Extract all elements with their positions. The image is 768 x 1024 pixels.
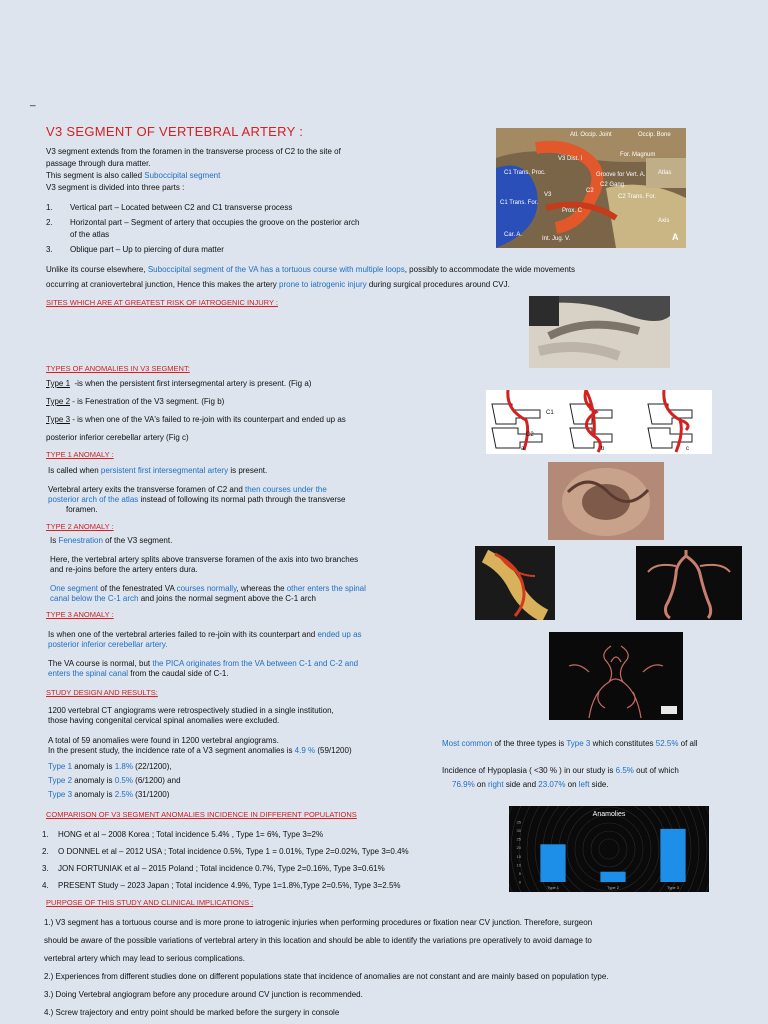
x-tick-label: Type 3 <box>666 885 680 890</box>
poster-title: V3 SEGMENT OF VERTEBRAL ARTERY : <box>46 124 304 139</box>
anatomy-label: V3 Dist. I <box>558 156 583 162</box>
fig-label-b: b <box>601 446 605 452</box>
chart-bar <box>540 844 565 882</box>
sites-heading: SITES WHICH ARE AT GREATEST RISK OF IATROGENIC INJURY : <box>46 298 278 307</box>
intro-line: V3 segment extends from the foramen in the transverse process of C2 to the site of <box>46 147 341 156</box>
y-tick-label: 20 <box>516 845 521 851</box>
y-tick-label: 0 <box>518 879 521 885</box>
comparison-item: 3. JON FORTUNIAK et al – 2015 Poland ; Total incidence 0.7%, Type 2=0.16%, Type 3=0.61% <box>42 864 385 873</box>
comparison-list <box>42 826 502 894</box>
y-tick-label: 15 <box>516 853 521 859</box>
type3-heading: TYPE 3 ANOMALY : <box>46 610 114 619</box>
type1-heading: TYPE 1 ANOMALY : <box>46 450 114 459</box>
study-heading: STUDY DESIGN AND RESULTS: <box>46 688 158 697</box>
type2-section: Is Fenestration of the V3 segment. Here, the vertebral artery splits above transverse foramen of the axis into two branches and re-joins before the artery enters dura. One segment of the fenestrated VA courses normally, whereas the other enters the spinal canal below the C-1 arch and joins the normal segment above the C-1 arch <box>50 536 366 603</box>
hypoplasia-note: Incidence of Hypoplasia ( <30 % ) in our study is 6.5% out of which 76.9% on right side and 23.07% on left side. <box>442 766 679 789</box>
type1-angiogram-image <box>548 462 664 540</box>
type2-angiogram-image <box>636 546 742 620</box>
anatomy-label: Groove for Vert. A. <box>596 172 646 178</box>
comparison-item: 2. O DONNEL et al – 2012 USA ; Total incidence 0.5%, Type 1 = 0.01%, Type 2=0.02%, Type 3=0.4% <box>42 847 409 856</box>
comparison-item: 4. PRESENT Study – 2023 Japan ; Total incidence 4.9%, Type 1=1.8%,Type 2=0.5%, Type 3=2.5% <box>42 881 401 890</box>
type3-section: Is when one of the vertebral arteries failed to re-join with its counterpart and ended up as posterior inferior cerebellar artery. The VA course is normal, but the PICA originates from the VA between C-1 and C-2 and enters the spinal canal from the caudal side of C-1. <box>48 630 362 678</box>
course-paragraph: Unlike its course elsewhere, Suboccipital segment of the VA has a tortuous course with multiple loops, possibly to accommodate the wide movements occurring at craniovertebral junction, Hence this makes the artery prone to iatrogenic injury during surgical procedures around CVJ. <box>46 265 576 289</box>
anatomy-label: C1 Trans. For. <box>500 200 539 206</box>
types-heading: TYPES OF ANOMALIES IN V3 SEGMENT: <box>46 364 190 373</box>
comparison-item: 1. HONG et al – 2008 Korea ; Total incidence 5.4% , Type 1= 6%, Type 3=2% <box>42 830 324 839</box>
anatomy-label: C2 Gang. <box>600 182 626 188</box>
intro-line: passage through dura matter. <box>46 159 151 168</box>
type2-heading: TYPE 2 ANOMALY : <box>46 522 114 531</box>
intro-line: V3 segment is divided into three parts : <box>46 183 185 192</box>
type-rates: Type 1 anomaly is 1.8% (22/1200), Type 2 anomaly is 0.5% (6/1200) and Type 3 anomaly is 2.5% (31/1200) <box>48 762 181 799</box>
anatomy-label: Int. Jug. V. <box>542 236 571 242</box>
anatomy-label: Atl. Occip. Joint <box>570 132 612 138</box>
y-tick-label: 5 <box>518 870 521 876</box>
chart-svg <box>509 806 709 892</box>
intro-line: This segment is also called Suboccipital segment <box>46 171 221 180</box>
anomaly-types-figure <box>486 390 712 454</box>
part-item: 2. Horizontal part – Segment of artery that occupies the groove on the posterior arch <box>46 218 360 227</box>
x-tick-label: Type 2 <box>606 885 620 890</box>
purpose-section: 1.) V3 segment has a tortuous course and is more prone to iatrogenic injuries when performing procedures or fixation near CV junction. Therefore, surgeon should be aware of the possible variations of vertebral artery in this location and should be able to identify the variations pre operatively to avoid damage to vertebral artery which may lead to serious complications. 2.) Experiences from different studies done on different populations state that incidence of anomalies are not constant and are mainly based on population type. 3.) Doing Vertebral angiogram before any procedure around CV junction is recommended. 4.) Screw trajectory and entry point should be marked before the surgery in console <box>44 918 609 1017</box>
risk-sites-image <box>529 296 670 368</box>
fig-label-c1: C1 <box>546 410 554 416</box>
anomalies-bar-chart <box>509 806 709 892</box>
y-tick-label: 10 <box>516 862 521 868</box>
anatomy-label: V3 <box>544 192 552 198</box>
anatomy-dissection-image <box>496 128 686 248</box>
type1-section: Is called when persistent first intersegmental artery is present. Vertebral artery exits the transverse foramen of C2 and then courses under the posterior arch of the atlas instead of following its normal path through the transverse foramen. <box>48 466 346 514</box>
anatomy-label: Occip. Bone <box>638 132 671 138</box>
intro-section <box>46 146 476 256</box>
comparison-heading: COMPARISON OF V3 SEGMENT ANOMALIES INCIDENCE IN DIFFERENT POPULATIONS <box>46 810 357 819</box>
chart-title: Anamolies <box>592 811 626 818</box>
part-item: of the atlas <box>70 230 110 239</box>
chart-bar <box>600 872 625 882</box>
y-tick-label: 30 <box>516 828 521 834</box>
anatomy-label: C1 Trans. Proc. <box>504 170 546 176</box>
fig-label-a: a <box>521 446 525 452</box>
type3-angiogram-image <box>549 632 683 720</box>
suboccipital-term: Suboccipital segment <box>144 171 221 180</box>
purpose-heading: PURPOSE OF THIS STUDY AND CLINICAL IMPLICATIONS : <box>46 898 254 907</box>
dash-mark: _ <box>30 96 36 107</box>
part-item: 3. Oblique part – Up to piercing of dura matter <box>46 245 224 254</box>
y-tick-label: 25 <box>516 836 521 842</box>
types-list: Type 1 -is when the persistent first intersegmental artery is present. (Fig a) Type 2 - is Fenestration of the V3 segment. (Fig b) Type 3 - is when one of the VA's failed to re-join with its counterpart and ended up as posterior inferior cerebellar artery (Fig c) <box>46 379 346 442</box>
anatomy-label: Atlas <box>658 170 672 176</box>
x-tick-label: Type 1 <box>546 885 560 890</box>
fig-label-c: c <box>686 446 689 452</box>
chart-bar <box>660 829 685 882</box>
fig-label-c2: C2 <box>526 432 534 438</box>
anatomy-label: Car. A. <box>504 232 523 238</box>
part-item: 1. Vertical part – Located between C2 and C1 transverse process <box>46 203 293 212</box>
anatomy-label: C2 Trans. For. <box>618 194 657 200</box>
type2-3d-image <box>475 546 555 620</box>
study-section: 1200 vertebral CT angiograms were retrospectively studied in a single institution, those having congenital cervical spinal anomalies were excluded. A total of 59 anomalies were found in 1200 vertebral angiograms. In the present study, the incidence rate of a V3 segment anomalies is 4.9 % (59/1200) <box>48 706 352 755</box>
y-tick-label: 35 <box>516 819 521 825</box>
anatomy-label: Axis <box>658 218 670 224</box>
anatomy-label: A <box>672 232 679 242</box>
anatomy-label: Prox. C <box>562 208 583 214</box>
anatomy-label: C2 <box>586 188 594 194</box>
anatomy-label: For. Magnum <box>620 152 656 158</box>
most-common-note: Most common of the three types is Type 3 which constitutes 52.5% of all <box>442 739 698 748</box>
